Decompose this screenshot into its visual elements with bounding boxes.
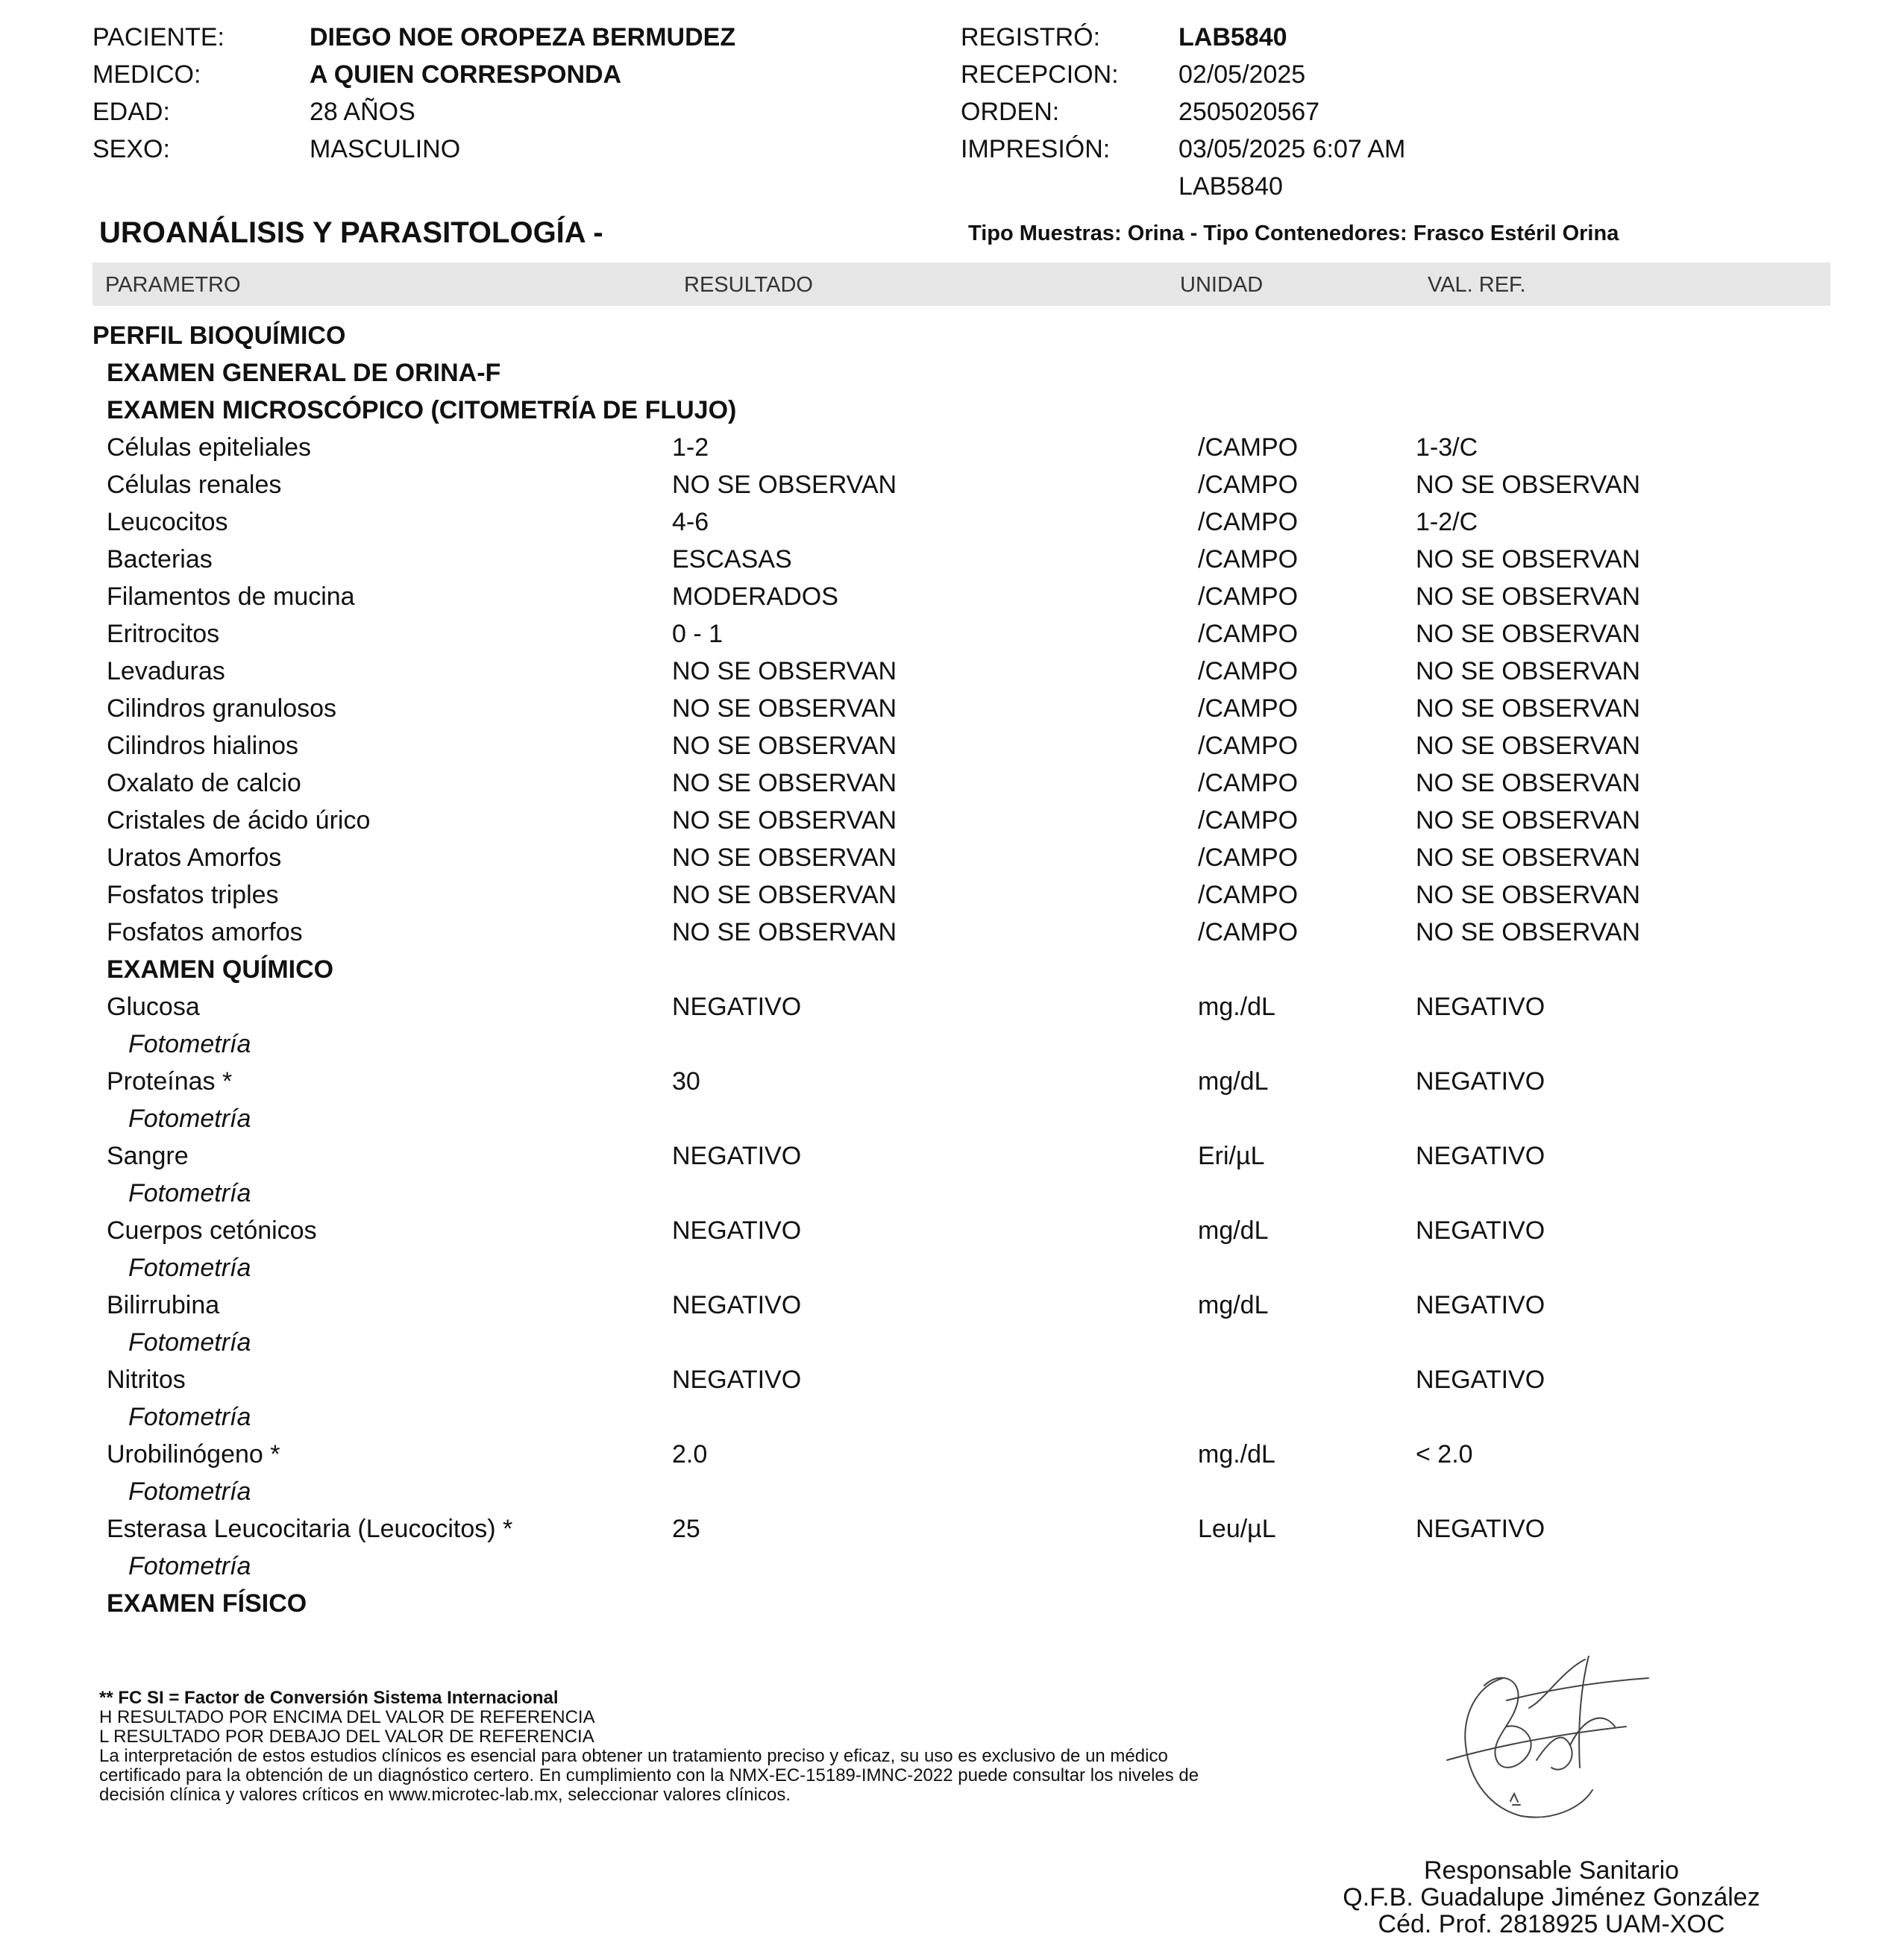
result-value: NO SE OBSERVAN <box>672 844 897 872</box>
unit-value: /CAMPO <box>1198 844 1299 872</box>
unit-value: mg/dL <box>1198 1216 1269 1245</box>
table-row <box>0 1510 1902 1548</box>
extra-code-value: LAB5840 <box>1178 172 1283 201</box>
parameter-name: Nitritos <box>107 1366 186 1394</box>
result-value: NO SE OBSERVAN <box>672 769 897 797</box>
group-row <box>0 354 1902 392</box>
parameter-name: Cuerpos cetónicos <box>107 1216 317 1245</box>
reference-value: NEGATIVO <box>1416 1142 1545 1170</box>
column-header-result: RESULTADO <box>684 273 813 297</box>
reference-value: NO SE OBSERVAN <box>1416 471 1641 499</box>
parameter-name: EXAMEN QUÍMICO <box>107 955 334 984</box>
result-value: NO SE OBSERVAN <box>672 732 897 760</box>
table-row <box>0 690 1902 727</box>
edad-label: EDAD: <box>92 98 170 126</box>
group-row <box>0 317 1902 354</box>
registro-value: LAB5840 <box>1178 23 1287 51</box>
result-value: 4-6 <box>672 508 709 536</box>
impresion-value: 03/05/2025 6:07 AM <box>1178 135 1406 163</box>
table-row <box>0 615 1902 653</box>
result-value: 30 <box>672 1067 700 1096</box>
method-row <box>0 1025 1902 1063</box>
unit-value: Eri/µL <box>1198 1142 1265 1170</box>
signature <box>1432 1656 1656 1835</box>
column-header-param: PARAMETRO <box>105 273 241 297</box>
result-value: MODERADOS <box>672 582 838 611</box>
paciente-value: DIEGO NOE OROPEZA BERMUDEZ <box>310 23 736 51</box>
reference-value: NO SE OBSERVAN <box>1416 732 1641 760</box>
unit-value: mg/dL <box>1198 1291 1269 1319</box>
table-row <box>0 1137 1902 1175</box>
table-row <box>0 466 1902 503</box>
reference-value: NO SE OBSERVAN <box>1416 620 1641 648</box>
unit-value: /CAMPO <box>1198 881 1299 909</box>
method-row <box>0 1473 1902 1510</box>
unit-value: /CAMPO <box>1198 657 1299 685</box>
parameter-name: Bilirrubina <box>107 1291 220 1319</box>
parameter-name: Proteínas * <box>107 1067 233 1096</box>
parameter-name: Fosfatos triples <box>107 881 279 909</box>
orden-value: 2505020567 <box>1178 98 1320 126</box>
orden-label: ORDEN: <box>961 98 1060 126</box>
table-header <box>92 263 1830 306</box>
unit-value: /CAMPO <box>1198 694 1299 723</box>
table-row <box>0 429 1902 466</box>
parameter-name: Uratos Amorfos <box>107 844 282 872</box>
parameter-name: Oxalato de calcio <box>107 769 301 797</box>
reference-value: NO SE OBSERVAN <box>1416 582 1641 611</box>
footnotes <box>99 1689 1293 1805</box>
parameter-name: Levaduras <box>107 657 225 685</box>
parameter-name: Fotometría <box>128 1403 251 1431</box>
result-value: 25 <box>672 1515 700 1543</box>
reference-value: NO SE OBSERVAN <box>1416 844 1641 872</box>
unit-value: /CAMPO <box>1198 806 1299 835</box>
parameter-name: Fotometría <box>128 1328 251 1357</box>
result-value: NO SE OBSERVAN <box>672 471 897 499</box>
table-row <box>0 727 1902 764</box>
responsable-name: Q.F.B. Guadalupe Jiménez González <box>1343 1883 1760 1912</box>
result-value: NEGATIVO <box>672 993 802 1021</box>
results-table <box>0 317 1902 1622</box>
group-row <box>0 1585 1902 1622</box>
footnote-line: La interpretación de estos estudios clínicos es esencial para obtener un tratamiento preciso y eficaz, su uso es exclusivo de un médico <box>99 1746 1168 1766</box>
parameter-name: Fosfatos amorfos <box>107 918 303 946</box>
table-row <box>0 541 1902 578</box>
column-header-unit: UNIDAD <box>1180 273 1264 297</box>
table-row <box>0 914 1902 951</box>
table-row <box>0 988 1902 1025</box>
reference-value: 1-2/C <box>1416 508 1478 536</box>
paciente-label: PACIENTE: <box>92 23 225 51</box>
sexo-value: MASCULINO <box>310 135 461 163</box>
parameter-name: Glucosa <box>107 993 200 1021</box>
unit-value: mg./dL <box>1198 1440 1275 1469</box>
table-row <box>0 1436 1902 1473</box>
unit-value: mg./dL <box>1198 993 1275 1021</box>
parameter-name: PERFIL BIOQUÍMICO <box>92 321 346 350</box>
reference-value: NO SE OBSERVAN <box>1416 657 1641 685</box>
footnote-line: H RESULTADO POR ENCIMA DEL VALOR DE REFERENCIA <box>99 1707 595 1727</box>
result-value: NEGATIVO <box>672 1216 802 1245</box>
parameter-name: Esterasa Leucocitaria (Leucocitos) * <box>107 1515 513 1543</box>
table-row <box>0 503 1902 541</box>
footnote-line: decisión clínica y valores críticos en www.microtec-lab.mx, seleccionar valores clínicos. <box>99 1785 791 1805</box>
parameter-name: Urobilinógeno * <box>107 1440 280 1469</box>
unit-value: /CAMPO <box>1198 769 1299 797</box>
responsable-title: Responsable Sanitario <box>1423 1856 1680 1885</box>
parameter-name: Fotometría <box>128 1179 251 1207</box>
result-value: NO SE OBSERVAN <box>672 806 897 835</box>
reference-value: 1-3/C <box>1416 433 1478 462</box>
reference-value: NEGATIVO <box>1416 1515 1545 1543</box>
registro-label: REGISTRÓ: <box>961 23 1101 51</box>
result-value: NO SE OBSERVAN <box>672 657 897 685</box>
parameter-name: Cristales de ácido úrico <box>107 806 371 835</box>
unit-value: mg/dL <box>1198 1067 1269 1096</box>
result-value: 2.0 <box>672 1440 708 1469</box>
unit-value: Leu/µL <box>1198 1515 1276 1543</box>
responsable-block <box>1261 1857 1842 1938</box>
sexo-label: SEXO: <box>92 135 170 163</box>
parameter-name: Filamentos de mucina <box>107 582 355 611</box>
unit-value: /CAMPO <box>1198 545 1299 574</box>
parameter-name: EXAMEN GENERAL DE ORINA-F <box>107 359 501 387</box>
parameter-name: Cilindros hialinos <box>107 732 299 760</box>
result-value: NO SE OBSERVAN <box>672 918 897 946</box>
reference-value: NO SE OBSERVAN <box>1416 545 1641 574</box>
parameter-name: Sangre <box>107 1142 189 1170</box>
result-value: NO SE OBSERVAN <box>672 881 897 909</box>
reference-value: < 2.0 <box>1416 1440 1473 1469</box>
reference-value: NEGATIVO <box>1416 1067 1545 1096</box>
edad-value: 28 AÑOS <box>310 98 415 126</box>
method-row <box>0 1398 1902 1436</box>
method-row <box>0 1249 1902 1287</box>
table-row <box>0 839 1902 876</box>
parameter-name: Fotometría <box>128 1477 251 1506</box>
parameter-name: Fotometría <box>128 1105 251 1133</box>
reference-value: NEGATIVO <box>1416 1366 1545 1394</box>
result-value: 0 - 1 <box>672 620 724 648</box>
method-row <box>0 1548 1902 1585</box>
signature-icon <box>1432 1656 1656 1835</box>
parameter-name: Bacterias <box>107 545 213 574</box>
method-row <box>0 1100 1902 1137</box>
table-row <box>0 802 1902 839</box>
medico-value: A QUIEN CORRESPONDA <box>310 60 622 89</box>
table-row <box>0 764 1902 802</box>
unit-value: /CAMPO <box>1198 433 1299 462</box>
parameter-name: Fotometría <box>128 1552 251 1580</box>
result-value: NEGATIVO <box>672 1291 802 1319</box>
reference-value: NEGATIVO <box>1416 1216 1545 1245</box>
table-row <box>0 653 1902 690</box>
parameter-name: Células renales <box>107 471 282 499</box>
column-header-ref: VAL. REF. <box>1428 273 1526 297</box>
section-title: UROANÁLISIS Y PARASITOLOGÍA - <box>99 216 603 249</box>
result-value: NEGATIVO <box>672 1366 802 1394</box>
responsable-license: Céd. Prof. 2818925 UAM-XOC <box>1378 1910 1725 1938</box>
reference-value: NO SE OBSERVAN <box>1416 694 1641 723</box>
table-row <box>0 1287 1902 1324</box>
group-row <box>0 951 1902 988</box>
unit-value: /CAMPO <box>1198 582 1299 611</box>
parameter-name: Células epiteliales <box>107 433 312 462</box>
parameter-name: Fotometría <box>128 1254 251 1282</box>
reference-value: NO SE OBSERVAN <box>1416 806 1641 835</box>
impresion-label: IMPRESIÓN: <box>961 135 1111 163</box>
parameter-name: EXAMEN MICROSCÓPICO (CITOMETRÍA DE FLUJO) <box>107 396 737 424</box>
reference-value: NO SE OBSERVAN <box>1416 769 1641 797</box>
unit-value: /CAMPO <box>1198 471 1299 499</box>
table-row <box>0 578 1902 615</box>
medico-label: MEDICO: <box>92 60 201 89</box>
unit-value: /CAMPO <box>1198 918 1299 946</box>
parameter-name: Cilindros granulosos <box>107 694 337 723</box>
parameter-name: Fotometría <box>128 1030 251 1058</box>
unit-value: /CAMPO <box>1198 620 1299 648</box>
group-row <box>0 392 1902 429</box>
method-row <box>0 1175 1902 1212</box>
method-row <box>0 1324 1902 1361</box>
reference-value: NO SE OBSERVAN <box>1416 918 1641 946</box>
footnote-line: certificado para la obtención de un diagnóstico certero. En cumplimiento con la NMX-EC-15189-IMNC-2022 puede consultar los niveles de <box>99 1765 1199 1785</box>
sample-info: Tipo Muestras: Orina - Tipo Contenedores: Frasco Estéril Orina <box>968 222 1619 245</box>
table-row <box>0 876 1902 914</box>
reference-value: NO SE OBSERVAN <box>1416 881 1641 909</box>
result-value: NEGATIVO <box>672 1142 802 1170</box>
result-value: 1-2 <box>672 433 709 462</box>
footnote-line: L RESULTADO POR DEBAJO DEL VALOR DE REFERENCIA <box>99 1727 594 1747</box>
table-row <box>0 1361 1902 1398</box>
reference-value: NEGATIVO <box>1416 1291 1545 1319</box>
result-value: NO SE OBSERVAN <box>672 694 897 723</box>
parameter-name: Leucocitos <box>107 508 228 536</box>
table-row <box>0 1063 1902 1100</box>
unit-value: /CAMPO <box>1198 732 1299 760</box>
result-value: ESCASAS <box>672 545 792 574</box>
footnote-line: ** FC SI = Factor de Conversión Sistema Internacional <box>99 1688 559 1708</box>
parameter-name: EXAMEN FÍSICO <box>107 1589 307 1618</box>
recepcion-label: RECEPCION: <box>961 60 1119 89</box>
table-row <box>0 1212 1902 1249</box>
recepcion-value: 02/05/2025 <box>1178 60 1306 89</box>
reference-value: NEGATIVO <box>1416 993 1545 1021</box>
parameter-name: Eritrocitos <box>107 620 220 648</box>
unit-value: /CAMPO <box>1198 508 1299 536</box>
